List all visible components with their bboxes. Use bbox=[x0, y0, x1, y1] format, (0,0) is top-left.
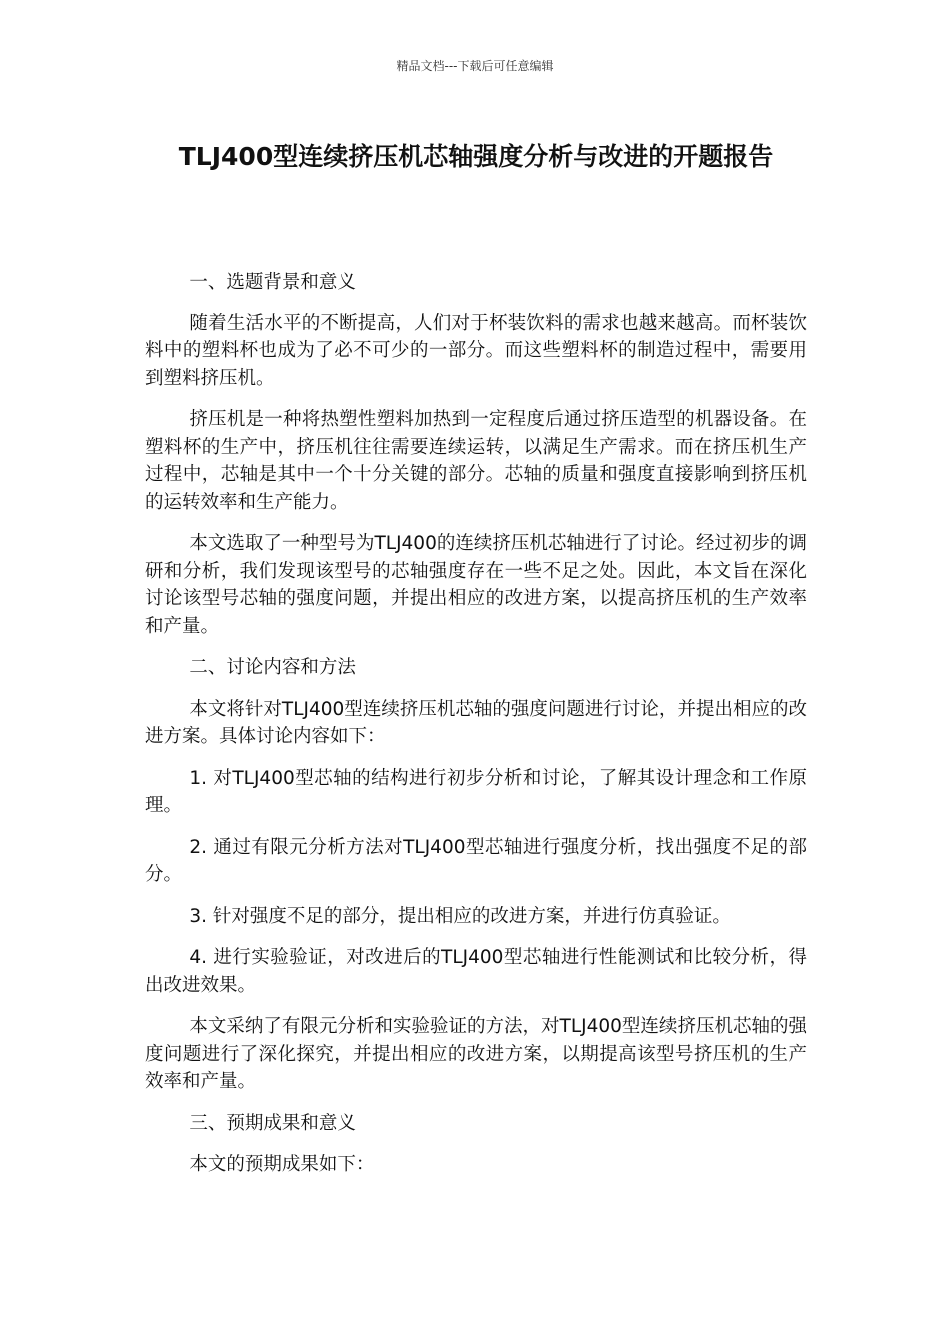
paragraph-outcomes-intro: 本文的预期成果如下： bbox=[189, 1154, 375, 1175]
section-heading-methods: 二、讨论内容和方法 bbox=[189, 657, 356, 678]
page-header-note: 精品文档---下载后可任意编辑 bbox=[396, 59, 554, 73]
section-heading-background: 一、选题背景和意义 bbox=[189, 272, 356, 293]
list-item-methods-4: 4. 进行实验验证，对改进后的TLJ400型芯轴进行性能测试和比较分析，得出改进效果。 bbox=[145, 947, 807, 996]
list-item-methods-2: 2. 通过有限元分析方法对TLJ400型芯轴进行强度分析，找出强度不足的部分。 bbox=[145, 836, 807, 885]
paragraph-background-1: 随着生活水平的不断提高，人们对于杯装饮料的需求也越来越高。而杯装饮料中的塑料杯也成为了必不可少的一部分。而这些塑料杯的制造过程中，需要用到塑料挤压机。 bbox=[145, 312, 807, 389]
list-item-methods-1: 1. 对TLJ400型芯轴的结构进行初步分析和讨论，了解其设计理念和工作原理。 bbox=[145, 767, 807, 816]
document-title: TLJ400型连续挤压机芯轴强度分析与改进的开题报告 bbox=[178, 142, 774, 171]
paragraph-methods-intro: 本文将针对TLJ400型连续挤压机芯轴的强度问题进行讨论，并提出相应的改进方案。具体讨论内容如下： bbox=[145, 698, 807, 747]
section-heading-outcomes: 三、预期成果和意义 bbox=[189, 1112, 356, 1134]
list-item-methods-3: 3. 针对强度不足的部分，提出相应的改进方案，并进行仿真验证。 bbox=[189, 905, 731, 927]
paragraph-background-3: 本文选取了一种型号为TLJ400的连续挤压机芯轴进行了讨论。经过初步的调研和分析，我们发现该型号的芯轴强度存在一些不足之处。因此，本文旨在深化讨论该型号芯轴的强度问题，并提出相应的改进方案，以提高挤压机的生产效率和产量。 bbox=[145, 533, 807, 637]
paragraph-background-2: 挤压机是一种将热塑性塑料加热到一定程度后通过挤压造型的机器设备。在塑料杯的生产中，挤压机往往需要连续运转，以满足生产需求。而在挤压机生产过程中，芯轴是其中一个十分关键的部分。芯轴的质量和强度直接影响到挤压机的运转效率和生产能力。 bbox=[145, 409, 807, 513]
paragraph-methods-summary: 本文采纳了有限元分析和实验验证的方法，对TLJ400型连续挤压机芯轴的强度问题进行了深化探究，并提出相应的改进方案，以期提高该型号挤压机的生产效率和产量。 bbox=[145, 1016, 807, 1092]
document-body bbox=[145, 269, 807, 1193]
